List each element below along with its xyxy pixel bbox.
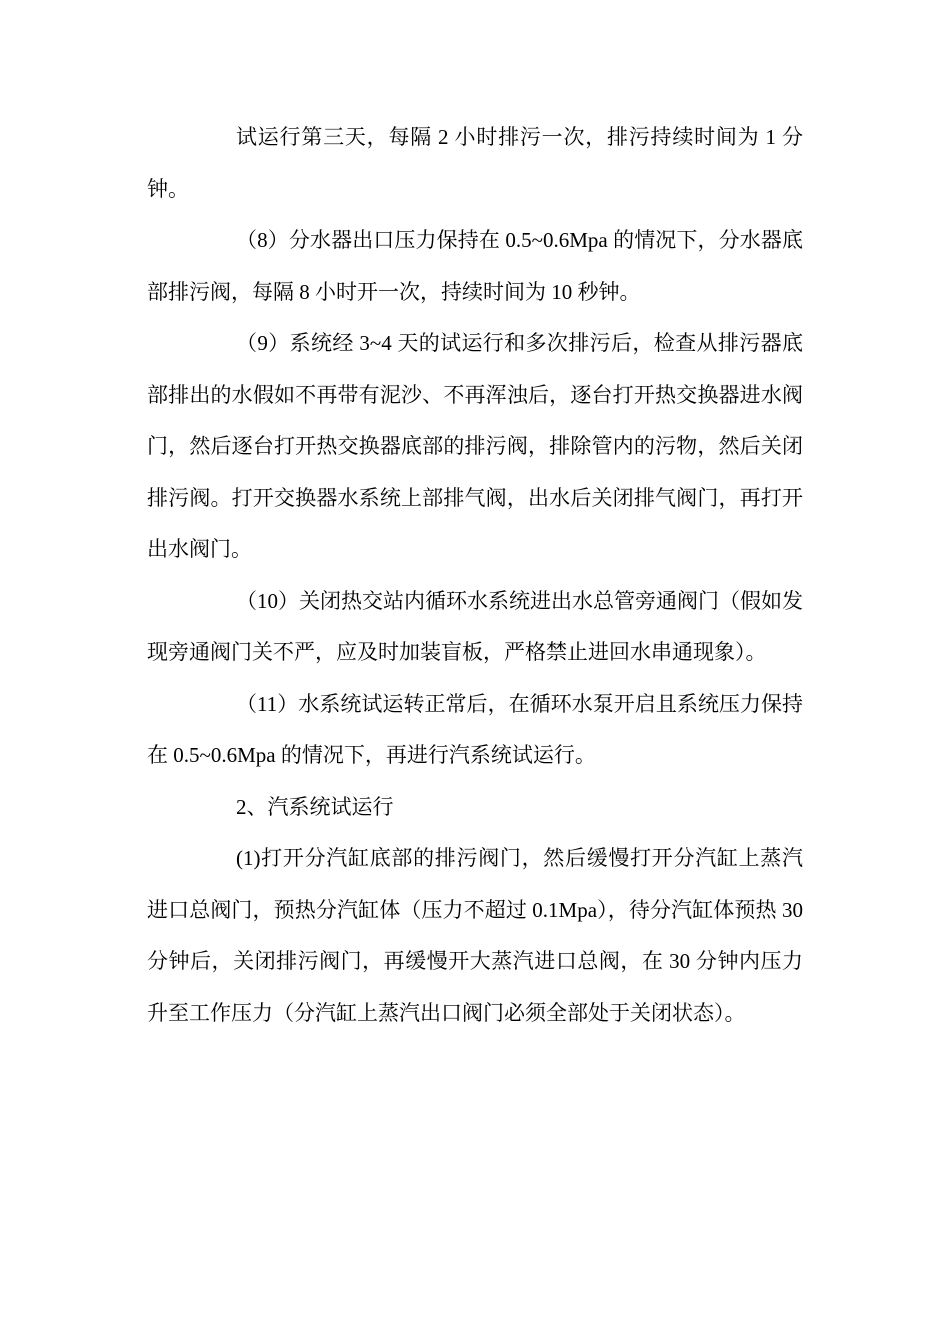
- paragraph-steam-step-1: (1)打开分汽缸底部的排污阀门，然后缓慢打开分汽缸上蒸汽进口总阀门，预热分汽缸体（压力不超过 0.1Mpa），待分汽缸体预热 30 分钟后，关闭排污阀门，再缓慢开大蒸汽进口总阀，在 30 分钟内压力升至工作压力（分汽缸上蒸汽出口阀门必须全部处于关闭状态）。: [147, 846, 803, 1025]
- paragraph-step-8: （8）分水器出口压力保持在 0.5~0.6Mpa 的情况下，分水器底部排污阀，每隔 8 小时开一次，持续时间为 10 秒钟。: [147, 228, 803, 304]
- section-heading-steam-system: 2、汽系统试运行: [236, 794, 394, 819]
- paragraph-trial-day-three: 试运行第三天，每隔 2 小时排污一次，排污持续时间为 1 分钟。: [147, 125, 803, 201]
- paragraph-step-10: （10）关闭热交站内循环水系统进出水总管旁通阀门（假如发现旁通阀门关不严，应及时加装盲板，严格禁止进回水串通现象）。: [147, 588, 803, 664]
- paragraph-step-9: （9）系统经 3~4 天的试运行和多次排污后，检查从排污器底部排出的水假如不再带有泥沙、不再浑浊后，逐台打开热交换器进水阀门，然后逐台打开热交换器底部的排污阀，排除管内的污物，然后关闭排污阀。打开交换器水系统上部排气阀，出水后关闭排气阀门，再打开出水阀门。: [147, 331, 803, 561]
- document-body: [147, 112, 803, 1039]
- paragraph-step-11: （11）水系统试运转正常后，在循环水泵开启且系统压力保持在 0.5~0.6Mpa 的情况下，再进行汽系统试运行。: [147, 691, 803, 767]
